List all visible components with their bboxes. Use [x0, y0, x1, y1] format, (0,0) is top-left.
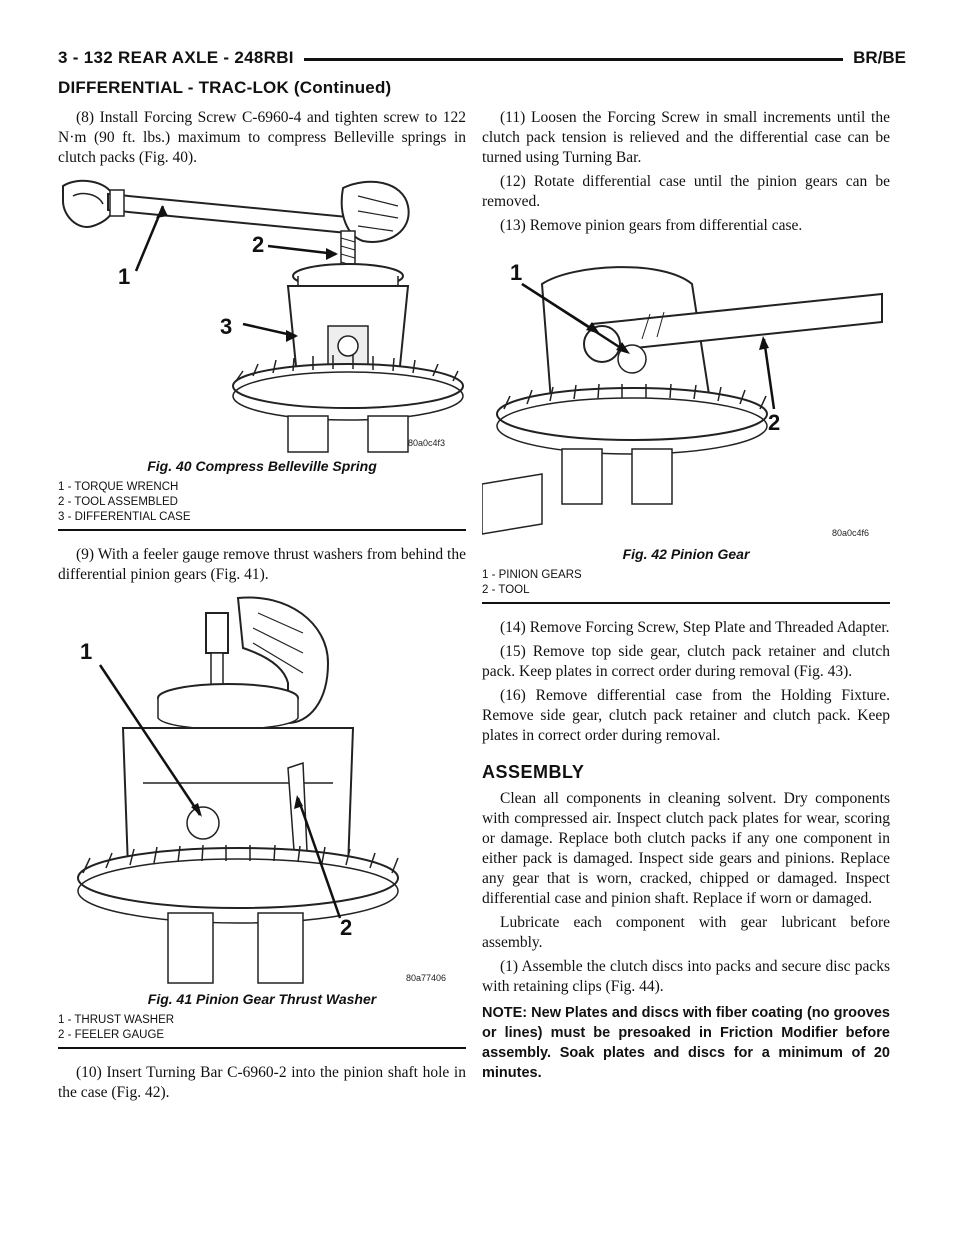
step-14: (14) Remove Forcing Screw, Step Plate and Threaded Adapter. — [500, 619, 890, 636]
section-subheading: DIFFERENTIAL - TRAC-LOK (Continued) — [58, 78, 392, 97]
legend-item: 2 - TOOL ASSEMBLED — [58, 496, 178, 508]
callout-1: 1 — [510, 260, 523, 285]
figure-41 — [58, 593, 466, 1049]
step-10: (10) Insert Turning Bar C-6960-2 into the pinion shaft hole in the case (Fig. 42). — [58, 1064, 466, 1101]
callout-1: 1 — [118, 264, 131, 289]
callout-1: 1 — [80, 639, 93, 664]
legend-item: 2 - FEELER GAUGE — [58, 1029, 165, 1041]
model-code: BR/BE — [843, 48, 906, 68]
callout-3: 3 — [220, 314, 233, 339]
callout-2: 2 — [768, 410, 781, 435]
legend-item: 3 - DIFFERENTIAL CASE — [58, 511, 191, 523]
figure-caption: Fig. 40 Compress Belleville Spring — [147, 458, 377, 474]
figure-legend — [58, 1013, 466, 1047]
figure-code: 80a0c4f6 — [832, 528, 870, 538]
figure-legend — [58, 480, 466, 529]
assembly-step-1: (1) Assemble the clutch discs into packs and secure disc packs with retaining clips (Fig. 44). — [482, 958, 890, 995]
note-presoak: NOTE: New Plates and discs with fiber coating (no grooves or lines) must be presoaked in Friction Modifier before assembly. Soak plates and discs for a minimum of 20 minutes. — [482, 1005, 890, 1081]
legend-item: 1 - TORQUE WRENCH — [58, 481, 179, 493]
figure-caption: Fig. 42 Pinion Gear — [622, 546, 750, 562]
step-11: (11) Loosen the Forcing Screw in small increments until the clutch pack tension is relieved and the differential case can be turned using Turning Bar. — [482, 109, 890, 166]
assembly-paragraph-2: Lubricate each component with gear lubricant before assembly. — [482, 914, 890, 951]
figure-42 — [482, 244, 890, 604]
legend-item: 1 - PINION GEARS — [482, 569, 582, 581]
page-header — [58, 44, 906, 74]
step-9: (9) With a feeler gauge remove thrust washers from behind the differential pinion gears (Fig. 41). — [58, 546, 466, 583]
assembly-heading: ASSEMBLY — [482, 762, 585, 782]
figure-code: 80a77406 — [406, 973, 447, 983]
legend-item: 1 - THRUST WASHER — [58, 1014, 175, 1026]
callout-2: 2 — [340, 915, 353, 940]
step-15: (15) Remove top side gear, clutch pack retainer and clutch pack. Keep plates in correct order during removal (Fig. 43). — [482, 643, 890, 680]
step-16: (16) Remove differential case from the Holding Fixture. Remove side gear, clutch pack retainer and clutch pack. Keep plates in correct order during removal. — [482, 687, 890, 744]
legend-item: 2 - TOOL — [482, 584, 530, 596]
left-column — [58, 108, 466, 1107]
figure-caption: Fig. 41 Pinion Gear Thrust Washer — [147, 991, 377, 1007]
step-13: (13) Remove pinion gears from differential case. — [500, 217, 803, 234]
fig42-illustration — [482, 244, 890, 544]
step-8: (8) Install Forcing Screw C-6960-4 and tighten screw to 122 N·m (90 ft. lbs.) maximum to compress Belleville springs in clutch packs (Fig. 40). — [58, 109, 466, 166]
right-column — [482, 108, 890, 1083]
figure-code: 80a0c4f3 — [408, 438, 446, 448]
figure-legend — [482, 568, 890, 602]
fig40-illustration — [58, 176, 466, 456]
step-12: (12) Rotate differential case until the pinion gears can be removed. — [482, 173, 890, 210]
figure-40 — [58, 176, 466, 531]
fig41-illustration — [58, 593, 466, 989]
callout-2: 2 — [252, 232, 265, 257]
page-number-title: 3 - 132 REAR AXLE - 248RBI — [58, 48, 304, 68]
assembly-paragraph-1: Clean all components in cleaning solvent. Dry components with compressed air. Inspect clutch pack plates for wear, scoring or damage. Replace both clutch packs if any one component in either pack is damaged. Inspect side gears and pinions. Replace any gear that is worn, cracked, chipped or damaged. Inspect differential case and pinion shaft. Replace if worn or damaged. — [482, 790, 890, 907]
